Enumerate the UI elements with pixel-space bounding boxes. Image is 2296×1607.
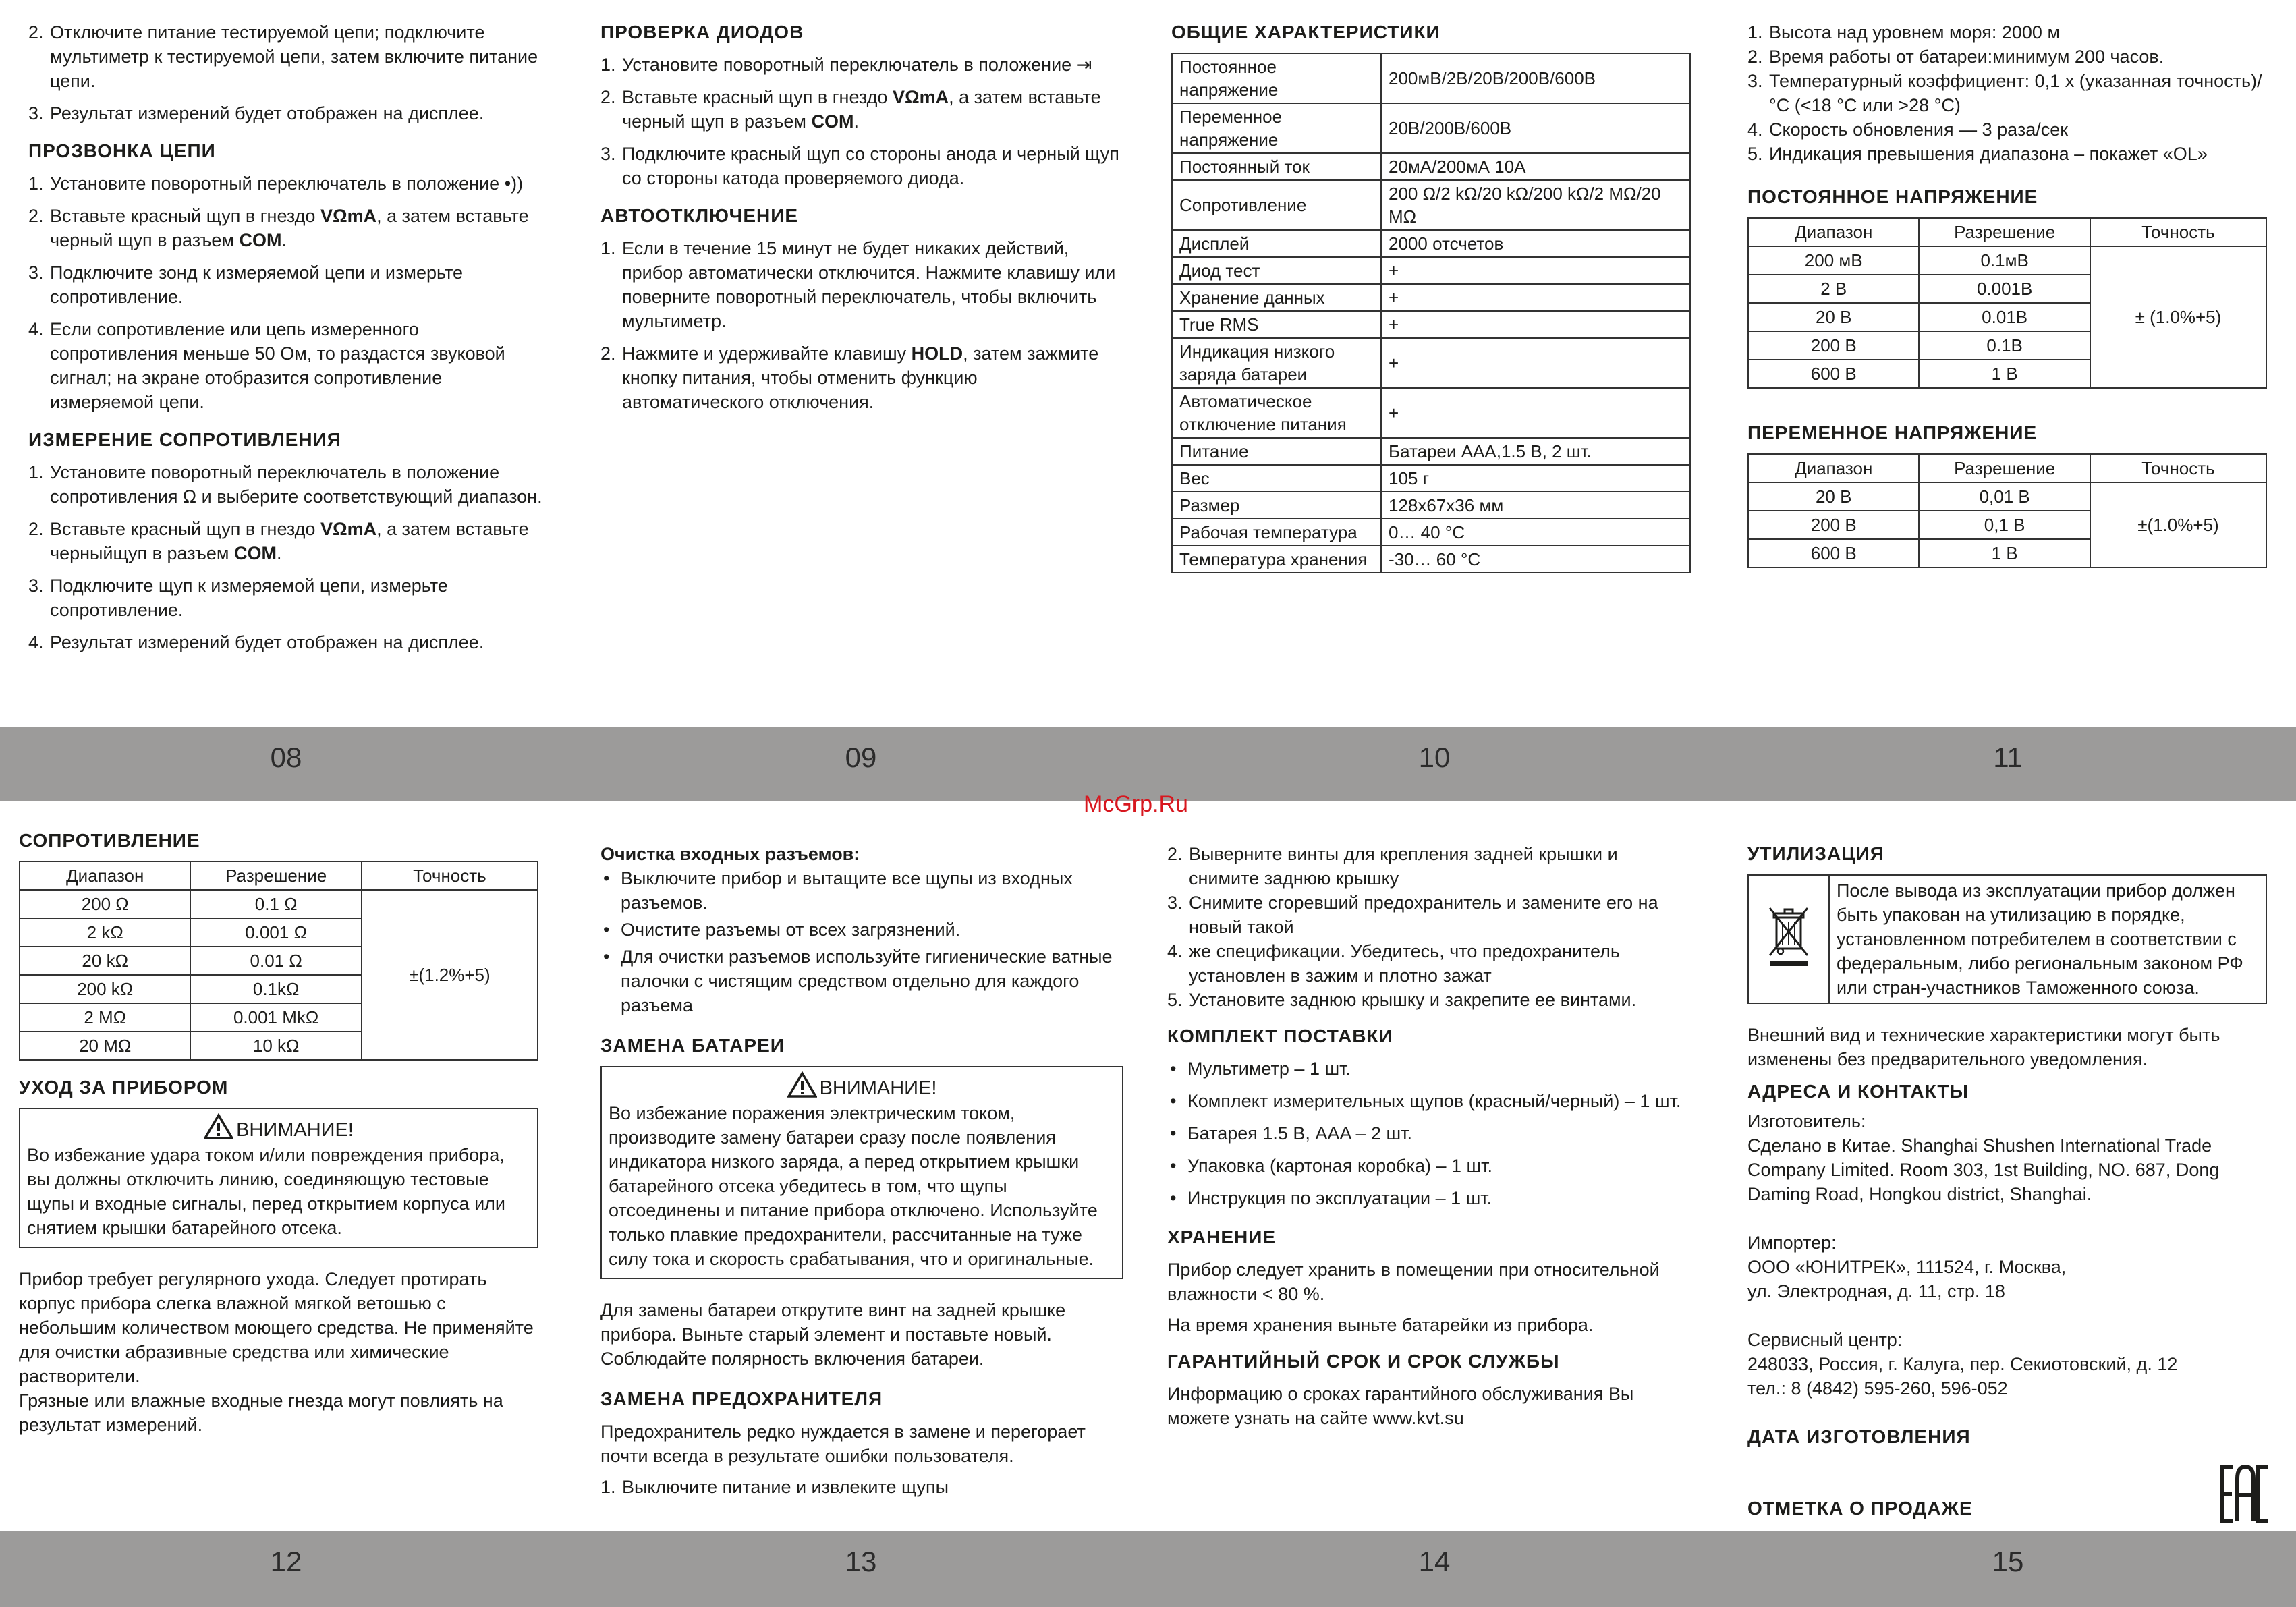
list-item: 1. Высота над уровнем моря: 2000 м: [1747, 22, 2061, 43]
resistance-heading: СОПРОТИВЛЕНИЕ: [19, 830, 200, 851]
list-item: • Мультиметр – 1 шт.: [1170, 1059, 1351, 1079]
extra-specs-list: [1747, 20, 2267, 166]
care-text-2: Грязные или влажные входные гнезда могут повлиять на результат измерений.: [19, 1390, 503, 1435]
cell: 1 В: [1919, 360, 2090, 388]
column-header: Разрешение: [190, 862, 361, 890]
table-row: [1172, 153, 1690, 180]
spec-value: 0… 40 °С: [1381, 519, 1690, 546]
page-08-top: [28, 20, 548, 662]
column-header: Диапазон: [1748, 218, 1919, 246]
service-phone: тел.: 8 (4842) 595-260, 596-052: [1747, 1378, 2008, 1399]
care-heading: УХОД ЗА ПРИБОРОМ: [19, 1077, 229, 1098]
resistance-steps: [28, 460, 548, 654]
column-header: Диапазон: [20, 862, 190, 890]
disposal-text: После вывода из эксплуатации прибор должен быть упакован на утилизацию в порядке, установленном потребителем в соответствии с федеральным, либо региональным законом РФ или стран-участников Таможенного союза.: [1829, 875, 2266, 1003]
fuse-steps: [600, 1475, 1123, 1499]
spec-value: 128х67х36 мм: [1381, 492, 1690, 519]
continuity-steps: [28, 171, 548, 414]
list-item: 4. Если сопротивление или цепь измеренного сопротивления меньше 50 Ом, то раздастся звуковой сигнал; на экране отобразится сопротивление измеряемой цепи.: [28, 319, 505, 412]
cell: 600 В: [1748, 360, 1919, 388]
page-number: 09: [845, 741, 877, 773]
spec-name: Хранение данных: [1172, 284, 1381, 311]
table-row: [1172, 53, 1690, 103]
list-item: 2. Вставьте красный щуп в гнездо VΩmA, а затем вставьте черный щуп в разъем COM.: [28, 206, 529, 250]
spec-value: +: [1381, 284, 1690, 311]
list-item: 1. Установите поворотный переключатель в положение ⇥: [600, 55, 1092, 75]
cell: 10 kΩ: [190, 1032, 361, 1060]
spec-value: 20В/200В/600В: [1381, 103, 1690, 153]
list-item: 1. Если в течение 15 минут не будет никаких действий, прибор автоматически отключится. Нажмите клавишу или поверните поворотный переключатель, чтобы включить мультиметр.: [600, 238, 1116, 331]
auto-off-steps: [600, 236, 1123, 414]
list-item: 2. Время работы от батареи:минимум 200 часов.: [1747, 47, 2164, 67]
storage-text: Прибор следует хранить в помещении при относительной влажности < 80 %.: [1167, 1260, 1660, 1304]
diode-steps: [600, 53, 1123, 190]
spec-name: Автоматическое отключение питания: [1172, 388, 1381, 438]
general-specs-heading: ОБЩИЕ ХАРАКТЕРИСТИКИ: [1171, 22, 1440, 43]
list-item: 2. Выверните винты для крепления задней крышки и снимите заднюю крышку: [1167, 844, 1618, 889]
column-header: Диапазон: [1748, 454, 1919, 482]
fuse-text: Предохранитель редко нуждается в замене и перегорает почти всегда в результате ошибки пользователя.: [600, 1421, 1086, 1466]
battery-heading: ЗАМЕНА БАТАРЕИ: [600, 1035, 785, 1056]
spec-name: Рабочая температура: [1172, 519, 1381, 546]
spec-value: +: [1381, 388, 1690, 438]
care-text: Прибор требует регулярного ухода. Следует протирать корпус прибора слегка влажной мягкой ветошью с небольшим количеством моющего средства. Не применяйте для очистки абразивные средства или химические растворители.: [19, 1269, 534, 1386]
specs-body: [1172, 53, 1690, 573]
kit-list: [1167, 1056, 1690, 1210]
spec-value: 20мА/200мА 10А: [1381, 153, 1690, 180]
list-item: 2. Отключите питание тестируемой цепи; подключите мультиметр к тестируемой цепи, затем включите питание цепи.: [28, 22, 538, 91]
list-item: • Очистите разъемы от всех загрязнений.: [603, 920, 961, 940]
list-item: 5. Установите заднюю крышку и закрепите ее винтами.: [1167, 990, 1637, 1010]
ac-voltage-table: [1747, 453, 2267, 568]
list-item: 3. Подключите зонд к измеряемой цепи и измерьте сопротивление.: [28, 262, 464, 307]
table-row: [1172, 388, 1690, 438]
table-row: [1172, 103, 1690, 153]
table-row: [1172, 180, 1690, 230]
page-number: 08: [270, 741, 302, 773]
page-10-top: [1171, 20, 1691, 573]
table-row: [1172, 338, 1690, 388]
spec-value: 200мВ/2В/20В/200В/600В: [1381, 53, 1690, 103]
spec-name: Постоянный ток: [1172, 153, 1381, 180]
list-item: 4. Результат измерений будет отображен на дисплее.: [28, 632, 484, 652]
list-item: • Комплект измерительных щупов (красный/черный) – 1 шт.: [1170, 1091, 1681, 1111]
intro-steps: [28, 20, 548, 125]
continuity-heading: ПРОЗВОНКА ЦЕПИ: [28, 140, 216, 161]
table-row: [1172, 519, 1690, 546]
table-row: [1172, 492, 1690, 519]
list-item: 5. Индикация превышения диапазона – покажет «OL»: [1747, 144, 2208, 164]
storage-heading: ХРАНЕНИЕ: [1167, 1227, 1277, 1247]
table-row: [1172, 465, 1690, 492]
page-number: 10: [1418, 741, 1451, 773]
spec-value: 2000 отсчетов: [1381, 230, 1690, 257]
cleaning-list: [600, 866, 1123, 1017]
cell: 200 В: [1748, 331, 1919, 360]
list-item: 2. Нажмите и удерживайте клавишу HOLD, затем зажмите кнопку питания, чтобы отменить функцию автоматического отключения.: [600, 343, 1099, 412]
spec-name: Индикация низкого заряда батареи: [1172, 338, 1381, 388]
cell: 200 Ω: [20, 890, 190, 918]
page-number: 14: [1418, 1546, 1451, 1577]
warning-title: ВНИМАНИЕ!: [27, 1113, 530, 1143]
cell: 0,1 В: [1919, 511, 2090, 539]
warning-title: ВНИМАНИЕ!: [609, 1071, 1115, 1101]
importer-label: Импортер:: [1747, 1233, 1837, 1253]
page-number: 13: [845, 1546, 877, 1577]
cell: 200 kΩ: [20, 975, 190, 1003]
list-item: 2. Вставьте красный щуп в гнездо VΩmA, а затем вставьте черныйщуп в разъем COM.: [28, 519, 529, 563]
list-item: 3. Подключите красный щуп со стороны анода и черный щуп со стороны катода проверяемого диода.: [600, 144, 1119, 188]
cell: 0.1мВ: [1919, 246, 2090, 275]
cell: 20 В: [1748, 482, 1919, 511]
list-item: 1. Установите поворотный переключатель в положение сопротивления Ω и выберите соответствующий диапазон.: [28, 462, 542, 507]
page-number: 11: [1993, 741, 2023, 773]
page-15-bottom: [1747, 842, 2267, 1529]
watermark: McGrp.Ru: [1084, 791, 1188, 817]
list-item: 1. Выключите питание и извлеките щупы: [600, 1477, 949, 1497]
cell: 0.001 MkΩ: [190, 1003, 361, 1032]
fuse-steps-continued: [1167, 842, 1690, 1012]
spec-value: 105 г: [1381, 465, 1690, 492]
spec-value: +: [1381, 311, 1690, 338]
page-number: 12: [270, 1546, 302, 1577]
column-header: Разрешение: [1919, 218, 2090, 246]
list-item: • Для очистки разъемов используйте гигиенические ватные палочки с чистящим средством отдельно для каждого разъема: [603, 947, 1113, 1015]
list-item: 4. же спецификации. Убедитесь, что предохранитель установлен в зажим и плотно зажат: [1167, 941, 1620, 986]
cell: 0.001В: [1919, 275, 2090, 303]
spec-value: +: [1381, 338, 1690, 388]
auto-off-heading: АВТООТКЛЮЧЕНИЕ: [600, 205, 799, 226]
notice-text: Внешний вид и технические характеристики могут быть изменены без предварительного уведомления.: [1747, 1025, 2220, 1069]
accuracy-cell: ±(1.0%+5): [2090, 482, 2266, 567]
storage-text-2: На время хранения выньте батарейки из прибора.: [1167, 1315, 1594, 1335]
warning-text: Во избежание поражения электрическим током, производите замену батареи сразу после появления индикатора низкого заряда, а перед открытием крышки батарейного отсека убедитесь в том, что щупы отсоединены и питание прибора отключено. Используйте только плавкие предохранители, рассчитанные на туже силу тока и скорость срабатывания, что и оригинальные.: [609, 1103, 1098, 1269]
spec-name: Питание: [1172, 438, 1381, 465]
warning-box: [19, 1108, 538, 1248]
resistance-measure-heading: ИЗМЕРЕНИЕ СОПРОТИВЛЕНИЯ: [28, 429, 341, 450]
spec-name: Диод тест: [1172, 257, 1381, 284]
list-item: 2. Вставьте красный щуп в гнездо VΩmA, а затем вставьте черный щуп в разъем COM.: [600, 87, 1101, 132]
page-12-bottom: [19, 828, 538, 1437]
importer-line: ул. Электродная, д. 11, стр. 18: [1747, 1281, 2005, 1301]
cell: 0.1В: [1919, 331, 2090, 360]
table-row: [1172, 230, 1690, 257]
dc-voltage-heading: ПОСТОЯННОЕ НАПРЯЖЕНИЕ: [1747, 186, 2038, 207]
warranty-heading: ГАРАНТИЙНЫЙ СРОК И СРОК СЛУЖБЫ: [1167, 1351, 1560, 1372]
cell: 200 мВ: [1748, 246, 1919, 275]
column-header: Точность: [2090, 218, 2266, 246]
table-row: [1748, 482, 2266, 511]
spec-name: Дисплей: [1172, 230, 1381, 257]
cell: 600 В: [1748, 539, 1919, 567]
recycling-cell: [1748, 875, 1829, 1003]
cell: 0.1 Ω: [190, 890, 361, 918]
table-row: [1172, 438, 1690, 465]
column-header: Разрешение: [1919, 454, 2090, 482]
spec-name: Температура хранения: [1172, 546, 1381, 573]
accuracy-cell: ±(1.2%+5): [362, 890, 538, 1060]
list-item: 3. Снимите сгоревший предохранитель и замените его на новый такой: [1167, 893, 1658, 937]
manufacturer-label: Изготовитель:: [1747, 1111, 1866, 1131]
spec-name: True RMS: [1172, 311, 1381, 338]
warranty-text: Информацию о сроках гарантийного обслуживания Вы можете узнать на сайте www.kvt.su: [1167, 1384, 1634, 1428]
spec-name: Сопротивление: [1172, 180, 1381, 230]
cell: 0.01 Ω: [190, 947, 361, 975]
kit-heading: КОМПЛЕКТ ПОСТАВКИ: [1167, 1025, 1393, 1046]
table-row: [1172, 257, 1690, 284]
cell: 200 В: [1748, 511, 1919, 539]
contacts-heading: АДРЕСА И КОНТАКТЫ: [1747, 1081, 1969, 1102]
ac-voltage-heading: ПЕРЕМЕННОЕ НАПРЯЖЕНИЕ: [1747, 422, 2038, 443]
cell: 2 MΩ: [20, 1003, 190, 1032]
service-label: Сервисный центр:: [1747, 1330, 1903, 1350]
cell: 0,01 В: [1919, 482, 2090, 511]
general-specs-table: [1171, 53, 1691, 573]
list-item: • Батарея 1.5 В, AAA – 2 шт.: [1170, 1123, 1413, 1144]
sale-mark-heading: ОТМЕТКА О ПРОДАЖЕ: [1747, 1498, 1973, 1519]
column-header: Точность: [2090, 454, 2266, 482]
spec-value: 200 Ω/2 kΩ/20 kΩ/200 kΩ/2 MΩ/20 MΩ: [1381, 180, 1690, 230]
list-item: 4. Скорость обновления — 3 раза/сек: [1747, 119, 2069, 140]
spec-name: Постоянное напряжение: [1172, 53, 1381, 103]
warning-box: [600, 1066, 1123, 1279]
warning-icon: [787, 1071, 817, 1098]
table-row: [1748, 875, 2266, 1003]
cell: 0.001 Ω: [190, 918, 361, 947]
spec-value: +: [1381, 257, 1690, 284]
page-13-bottom: [600, 842, 1123, 1507]
spec-value: Батареи AAA,1.5 В, 2 шт.: [1381, 438, 1690, 465]
page-11-top: [1747, 20, 2267, 568]
cell: 2 В: [1748, 275, 1919, 303]
eac-mark: [2220, 1464, 2271, 1523]
spec-name: Вес: [1172, 465, 1381, 492]
battery-text: Для замены батареи открутите винт на задней крышке прибора. Выньте старый элемент и поставьте новый. Соблюдайте полярность включения батареи.: [600, 1300, 1066, 1369]
table-row: [1172, 284, 1690, 311]
list-item: 3. Температурный коэффициент: 0,1 х (указанная точность)/°С (<18 °С или >28 °С): [1747, 71, 2262, 115]
list-item: • Упаковка (картоная коробка) – 1 шт.: [1170, 1156, 1493, 1176]
table-row: [1172, 546, 1690, 573]
cell: 20 MΩ: [20, 1032, 190, 1060]
diode-heading: ПРОВЕРКА ДИОДОВ: [600, 22, 804, 43]
warning-text: Во избежание удара током и/или повреждения прибора, вы должны отключить линию, соединяющую тестовые щупы и входные сигналы, перед открытием корпуса или снятием крышки батарейного отсека.: [27, 1145, 505, 1238]
page-09-top: [600, 20, 1123, 422]
table-row: [1172, 311, 1690, 338]
table-row: [1748, 246, 2266, 275]
page-number: 15: [1992, 1546, 2024, 1577]
disposal-heading: УТИЛИЗАЦИЯ: [1747, 843, 1884, 864]
cleaning-heading: Очистка входных разъемов:: [600, 844, 860, 864]
disposal-box: [1747, 874, 2267, 1004]
accuracy-cell: ± (1.0%+5): [2090, 246, 2266, 388]
list-item: • Инструкция по эксплуатации – 1 шт.: [1170, 1188, 1492, 1208]
importer-line: ООО «ЮНИТРЕК», 111524, г. Москва,: [1747, 1257, 2067, 1277]
cell: 0.1kΩ: [190, 975, 361, 1003]
spec-name: Размер: [1172, 492, 1381, 519]
spec-value: -30… 60 °С: [1381, 546, 1690, 573]
spec-name: Переменное напряжение: [1172, 103, 1381, 153]
cell: 2 kΩ: [20, 918, 190, 947]
list-item: 3. Результат измерений будет отображен на дисплее.: [28, 103, 484, 123]
warning-icon: [204, 1113, 233, 1140]
manufacture-date-heading: ДАТА ИЗГОТОВЛЕНИЯ: [1747, 1426, 1971, 1447]
table-row: [20, 890, 538, 918]
list-item: 1. Установите поворотный переключатель в положение •)): [28, 173, 524, 194]
page-14-bottom: [1167, 842, 1690, 1430]
crossed-bin-icon: [1760, 903, 1817, 970]
service-line: 248033, Россия, г. Калуга, пер. Секиотовский, д. 12: [1747, 1354, 2178, 1374]
cell: 20 В: [1748, 303, 1919, 331]
list-item: • Выключите прибор и вытащите все щупы из входных разъемов.: [603, 868, 1073, 913]
cell: 1 В: [1919, 539, 2090, 567]
dc-voltage-table: [1747, 217, 2267, 389]
fuse-heading: ЗАМЕНА ПРЕДОХРАНИТЕЛЯ: [600, 1388, 883, 1409]
manufacturer-text: Сделано в Китае. Shanghai Shushen International Trade Company Limited. Room 303, 1st Building, NO. 687, Dong Daming Road, Hongkou district, Shanghai.: [1747, 1135, 2220, 1204]
cell: 0.01В: [1919, 303, 2090, 331]
list-item: 3. Подключите щуп к измеряемой цепи, измерьте сопротивление.: [28, 575, 448, 620]
column-header: Точность: [362, 862, 538, 890]
resistance-table: [19, 861, 538, 1061]
cell: 20 kΩ: [20, 947, 190, 975]
